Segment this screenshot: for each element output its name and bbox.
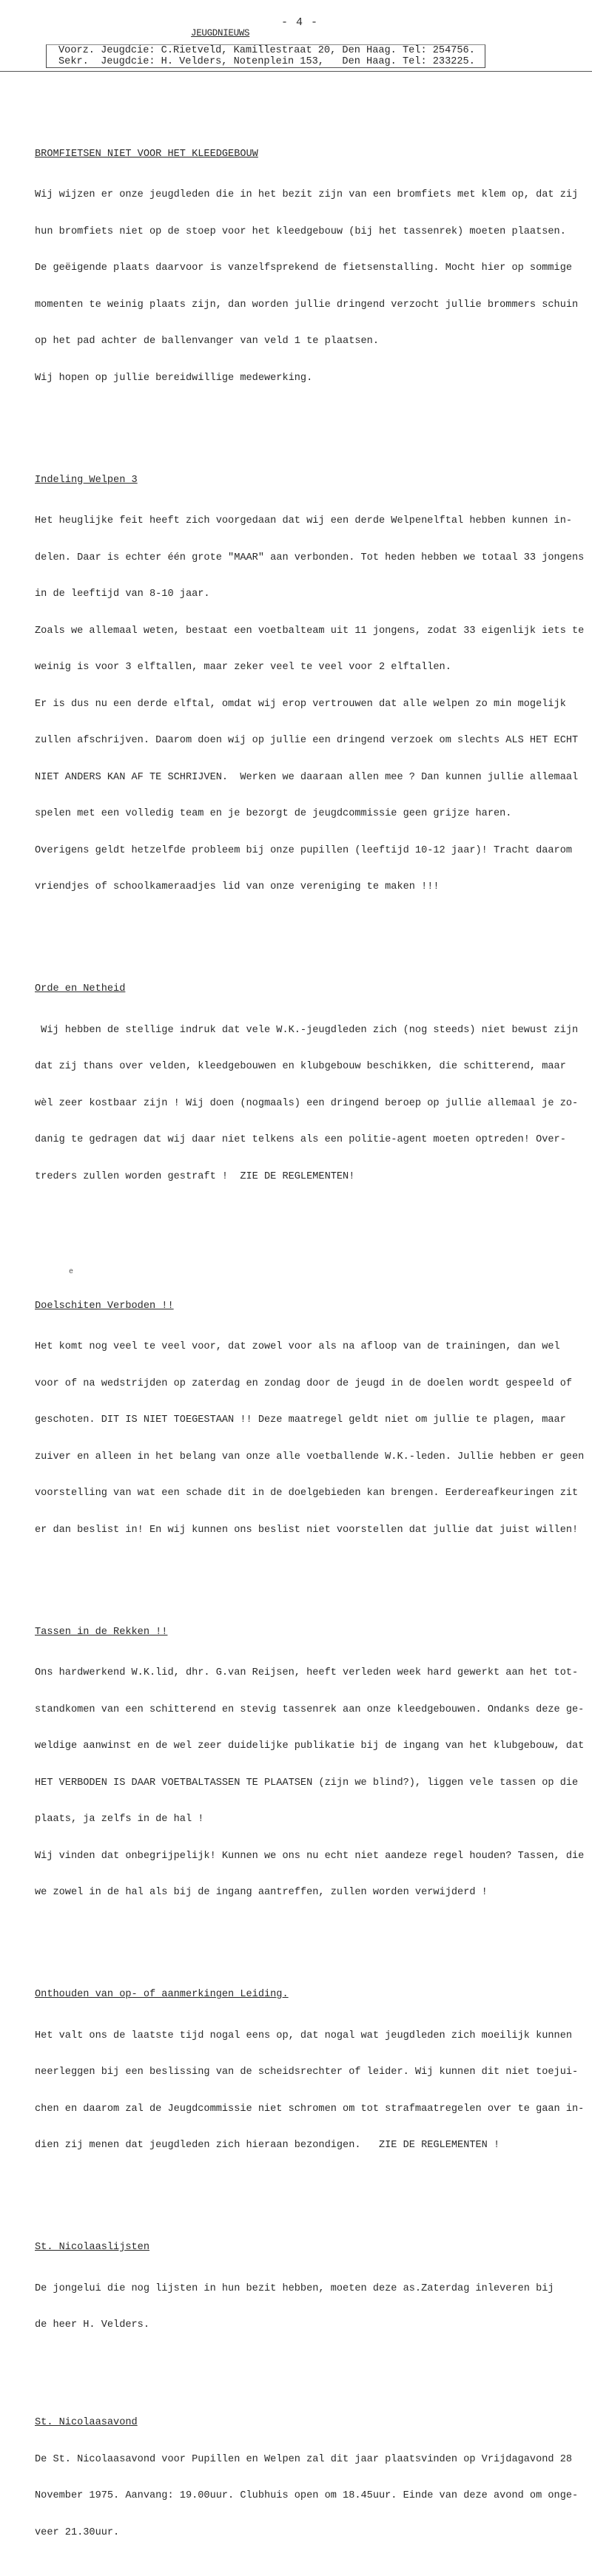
text-line: geschoten. DIT IS NIET TOEGESTAAN !! Deze maatregel geldt niet om jullie te plagen, maar	[35, 1414, 566, 1426]
text-line: vriendjes of schoolkameraadjes lid van onze vereniging te maken !!!	[35, 881, 440, 892]
text-line: Het komt nog veel te veel voor, dat zowel voor als na afloop van de trainingen, dan wel	[35, 1341, 560, 1352]
text-line: NIET ANDERS KAN AF TE SCHRIJVEN. Werken we daaraan allen mee ? Dan kunnen jullie allemaal	[35, 771, 579, 783]
text-line: standkomen van een schitterend en stevig tassenrek aan onze kleedgebouwen. Ondanks deze ge-	[35, 1704, 585, 1715]
contact-secretary: Sekr. Jeugdcie: H. Velders, Notenplein 153, Den Haag. Tel: 233225.	[58, 56, 475, 67]
heading-annotation: e	[69, 1267, 74, 1276]
section-indeling-welpen	[35, 446, 590, 918]
text-line: danig te gedragen dat wij daar niet telkens als een politie-agent moeten optreden! Over-	[35, 1134, 566, 1145]
text-line: veer 21.30uur.	[35, 2526, 120, 2538]
section-heading: St. Nicolaaslijsten	[35, 2242, 149, 2253]
section-nicolaaslijsten	[35, 2213, 590, 2356]
text-line: neerleggen bij een beslissing van de scheidsrechter of leider. Wij kunnen dit niet toejui-	[35, 2067, 579, 2078]
text-line: dat zij thans over velden, kleedgebouwen en klubgebouw beschikken, die schitterend, maar	[35, 1061, 566, 1072]
section-bromfietsen	[35, 124, 590, 410]
section-leiding	[35, 1960, 590, 2177]
text-line: zuiver en alleen in het belang van onze alle voetballende W.K.-leden. Jullie hebben er geen	[35, 1451, 585, 1462]
text-line: voor of na wedstrijden op zaterdag en zondag door de jeugd in de doelen wordt gespeeld of	[35, 1377, 573, 1389]
section-doelschieten	[35, 1244, 590, 1562]
article-body	[35, 87, 590, 2576]
text-line: momenten te weinig plaats zijn, dan worden jullie dringend verzocht jullie brommers schuin	[35, 299, 579, 311]
text-line: De St. Nicolaasavond voor Pupillen en Welpen zal dit jaar plaatsvinden op Vrijdagavond 28	[35, 2453, 573, 2465]
text-line: Wij hopen op jullie bereidwillige medewerking.	[35, 372, 313, 384]
text-line: er dan beslist in! En wij kunnen ons beslist niet voorstellen dat jullie dat juist willen!	[35, 1524, 579, 1536]
section-nicolaasavond	[35, 2393, 590, 2563]
section-heading: Indeling Welpen 3	[35, 474, 138, 486]
text-line: de heer H. Velders.	[35, 2319, 149, 2331]
section-orde-netheid	[35, 955, 590, 1207]
text-line: HET VERBODEN IS DAAR VOETBALTASSEN TE PLAATSEN (zijn we blind?), liggen vele tassen op die	[35, 1777, 579, 1789]
text-line: treders zullen worden gestraft ! ZIE DE REGLEMENTEN!	[35, 1170, 355, 1182]
section-heading: Doelschiten Verboden !!	[35, 1300, 174, 1312]
text-line: Overigens geldt hetzelfde probleem bij onze pupillen (leeftijd 10-12 jaar)! Tracht daarom	[35, 844, 573, 856]
section-heading: St. Nicolaasavond	[35, 2417, 138, 2428]
page-number: - 4 -	[281, 16, 319, 29]
text-line: delen. Daar is echter één grote "MAAR" aan verbonden. Tot heden hebben we totaal 33 jongens	[35, 552, 585, 563]
text-line: weinig is voor 3 elftallen, maar zeker veel te veel voor 2 elftallen.	[35, 662, 451, 673]
text-line: we zowel in de hal als bij de ingang aantreffen, zullen worden verwijderd !	[35, 1887, 488, 1898]
text-line: spelen met een volledig team en je bezorgt de jeugdcommissie geen grijze haren.	[35, 808, 512, 819]
text-line: zullen afschrijven. Daarom doen wij op jullie een dringend verzoek om slechts ALS HET ECHT	[35, 735, 579, 746]
section-heading: Onthouden van op- of aanmerkingen Leiding.	[35, 1989, 289, 2000]
text-line: wèl zeer kostbaar zijn ! Wij doen (nogmaals) een dringend beroep op jullie allemaal je zo-	[35, 1097, 579, 1109]
text-line: Zoals we allemaal weten, bestaat een voetbalteam uit 11 jongens, zodat 33 eigenlijk iets te	[35, 625, 585, 637]
text-line: Wij hebben de stellige indruk dat vele W.K.-jeugdleden zich (nog steeds) niet bewust zijn	[35, 1024, 579, 1036]
header-divider	[0, 71, 592, 72]
section-heading: BROMFIETSEN NIET VOOR HET KLEEDGEBOUW	[35, 148, 258, 160]
text-line: in de leeftijd van 8-10 jaar.	[35, 589, 210, 600]
text-line: November 1975. Aanvang: 19.00uur. Clubhuis open om 18.45uur. Einde van deze avond om onge-	[35, 2490, 579, 2501]
section-heading: Orde en Netheid	[35, 983, 126, 994]
text-line: Er is dus nu een derde elftal, omdat wij erop vertrouwen dat alle welpen zo min mogelijk	[35, 698, 566, 710]
text-line: op het pad achter de ballenvanger van veld 1 te plaatsen.	[35, 336, 379, 347]
text-line: Wij wijzen er onze jeugdleden die in het bezit zijn van een bromfiets met klem op, dat zij	[35, 189, 579, 200]
contact-chairman: Voorz. Jeugdcie: C.Rietveld, Kamillestraat 20, Den Haag. Tel: 254756.	[58, 45, 475, 56]
contact-box	[46, 44, 485, 68]
section-heading: Tassen in de Rekken !!	[35, 1626, 168, 1638]
text-line: De geëigende plaats daarvoor is vanzelfsprekend de fietsenstalling. Mocht hier op sommige	[35, 262, 573, 274]
newsletter-title: JEUGDNIEUWS	[191, 28, 250, 38]
text-line: voorstelling van wat een schade dit in de doelgebieden kan brengen. Eerdereafkeuringen zit	[35, 1488, 579, 1499]
text-line: plaats, ja zelfs in de hal !	[35, 1814, 204, 1825]
text-line: dien zij menen dat jeugdleden zich hieraan bezondigen. ZIE DE REGLEMENTEN !	[35, 2140, 500, 2151]
text-line: Wij vinden dat onbegrijpelijk! Kunnen we ons nu echt niet aandeze regel houden? Tassen, die	[35, 1850, 585, 1862]
text-line: weldige aanwinst en de wel zeer duidelijke publikatie bij de ingang van het klubgebouw, dat	[35, 1741, 585, 1752]
section-tassen	[35, 1598, 590, 1924]
text-line: hun bromfiets niet op de stoep voor het kleedgebouw (bij het tassenrek) moeten plaatsen.	[35, 226, 566, 237]
text-line: Het heuglijke feit heeft zich voorgedaan dat wij een derde Welpenelftal hebben kunnen in-	[35, 515, 573, 526]
text-line: Ons hardwerkend W.K.lid, dhr. G.van Reijsen, heeft verleden week hard gewerkt aan het tot-	[35, 1667, 579, 1678]
text-line: De jongelui die nog lijsten in hun bezit hebben, moeten deze as.Zaterdag inleveren bij	[35, 2282, 554, 2294]
text-line: chen en daarom zal de Jeugdcommissie niet schromen om tot strafmaatregelen over te gaan in-	[35, 2103, 585, 2115]
text-line: Het valt ons de laatste tijd nogal eens op, dat nogal wat jeugdleden zich moeilijk kunnen	[35, 2030, 573, 2041]
